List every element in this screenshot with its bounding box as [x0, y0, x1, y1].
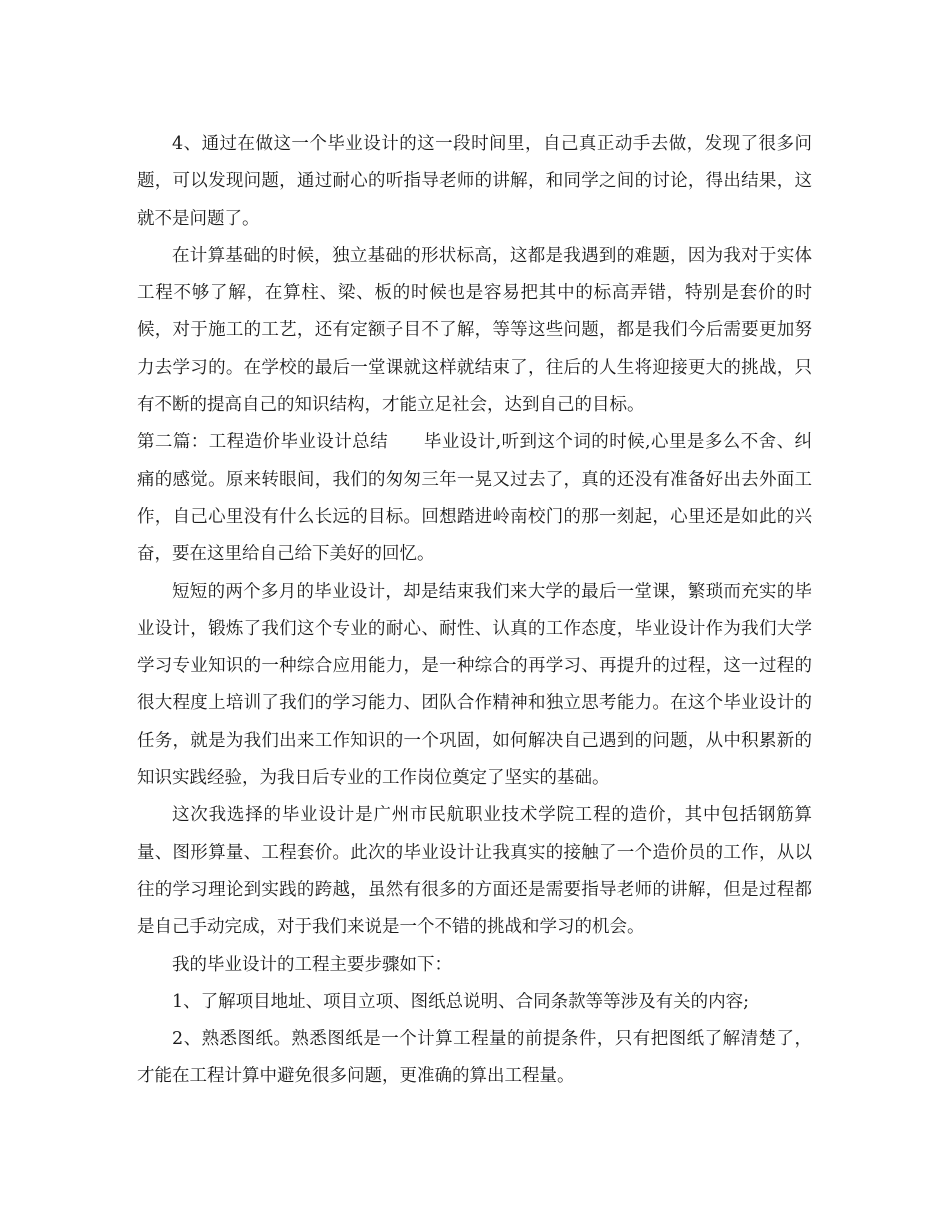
document-body — [137, 126, 812, 1096]
paragraph-8-step-2: 2、熟悉图纸。熟悉图纸是一个计算工程量的前提条件，只有把图纸了解清楚了，才能在工程计算中避免很多问题，更准确的算出工程量。 — [137, 1029, 812, 1087]
paragraph-7-step-1: 1、了解项目地址、项目立项、图纸总说明、合同条款等等涉及有关的内容; — [172, 991, 750, 1012]
paragraph-5: 这次我选择的毕业设计是广州市民航职业技术学院工程的造价，其中包括钢筋算量、图形算量、工程套价。此次的毕业设计让我真实的接触了一个造价员的工作，从以往的学习理论到实践的跨越，虽然有很多的方面还是需要指导老师的讲解，但是过程都是自己手动完成，对于我们来说是一个不错的挑战和学习的机会。 — [137, 805, 812, 938]
paragraph-6: 我的毕业设计的工程主要步骤如下： — [172, 954, 452, 975]
paragraph-1: 4、通过在做这一个毕业设计的这一段时间里，自己真正动手去做，发现了很多问题，可以发现问题，通过耐心的听指导老师的讲解，和同学之间的讨论，得出结果，这就不是问题了。 — [137, 134, 812, 229]
paragraph-4: 短短的两个多月的毕业设计，却是结束我们来大学的最后一堂课，繁琐而充实的毕业设计，锻炼了我们这个专业的耐心、耐性、认真的工作态度，毕业设计作为我们大学学习专业知识的一种综合应用能力，是一种综合的再学习、再提升的过程，这一过程的很大程度上培训了我们的学习能力、团队合作精神和独立思考能力。在这个毕业设计的任务，就是为我们出来工作知识的一个巩固，如何解决自己遇到的问题，从中积累新的知识实践经验，为我日后专业的工作岗位奠定了坚实的基础。 — [137, 581, 812, 789]
paragraph-2: 在计算基础的时候，独立基础的形状标高，这都是我遇到的难题，因为我对于实体工程不够了解，在算柱、梁、板的时候也是容易把其中的标高弄错，特别是套价的时候，对于施工的工艺，还有定额子目不了解，等等这些问题，都是我们今后需要更加努力去学习的。在学校的最后一堂课就这样就结束了，往后的人生将迎接更大的挑战，只有不断的提高自己的知识结构，才能立足社会，达到自己的目标。 — [137, 245, 812, 416]
paragraph-3-section-title: 第二篇：工程造价毕业设计总结 毕业设计,听到这个词的时候,心里是多么不舍、纠痛的感觉。原来转眼间，我们的匆匆三年一晃又过去了，真的还没有准备好出去外面工作，自己心里没有什么长远的目标。回想踏进岭南校门的那一刻起，心里还是如此的兴奋，要在这里给自己给下美好的回忆。 — [137, 432, 812, 565]
